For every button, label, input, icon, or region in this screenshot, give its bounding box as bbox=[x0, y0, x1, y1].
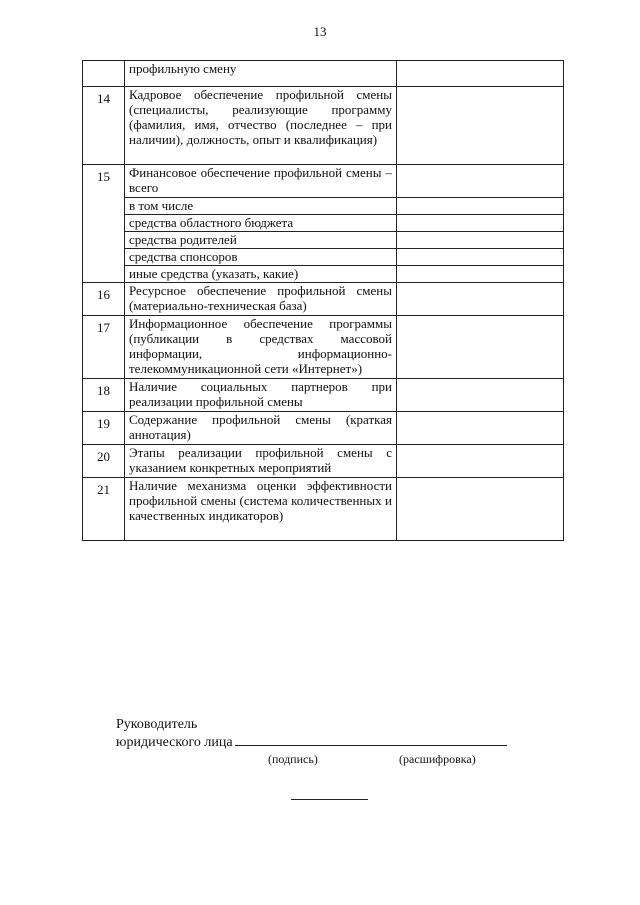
application-form-table bbox=[82, 60, 564, 541]
row-value-cell bbox=[397, 198, 564, 215]
row-value-cell bbox=[397, 445, 564, 478]
row-description: профильную смену bbox=[125, 61, 397, 87]
signature-blank-line[interactable] bbox=[235, 733, 507, 746]
table-row bbox=[83, 445, 564, 478]
table-row bbox=[83, 249, 564, 266]
signature-caption: (подпись) bbox=[268, 752, 318, 766]
table-row bbox=[83, 215, 564, 232]
table-row bbox=[83, 61, 564, 87]
row-number bbox=[83, 266, 125, 283]
row-value-cell bbox=[397, 266, 564, 283]
row-number bbox=[83, 232, 125, 249]
table-row bbox=[83, 165, 564, 198]
row-description: средства областного бюджета bbox=[125, 215, 397, 232]
row-number: 19 bbox=[83, 412, 125, 445]
row-description: Этапы реализации профильной смены с указанием конкретных мероприятий bbox=[125, 445, 397, 478]
row-description: Кадровое обеспечение профильной смены (специалисты, реализующие программу (фамилия, имя, отчество (последнее – при наличии), должность, опыт и квалификация) bbox=[125, 87, 397, 165]
row-value-cell bbox=[397, 165, 564, 198]
table-row bbox=[83, 283, 564, 316]
table-row bbox=[83, 379, 564, 412]
row-number bbox=[83, 249, 125, 266]
table-row bbox=[83, 232, 564, 249]
name-decoding-caption: (расшифровка) bbox=[399, 752, 476, 766]
row-number bbox=[83, 61, 125, 87]
row-value-cell bbox=[397, 316, 564, 379]
row-description: Финансовое обеспечение профильной смены – всего bbox=[125, 165, 397, 198]
row-description: Наличие механизма оценки эффективности профильной смены (система количественных и качественных индикаторов) bbox=[125, 478, 397, 541]
table-row bbox=[83, 198, 564, 215]
row-description: средства спонсоров bbox=[125, 249, 397, 266]
row-number bbox=[83, 215, 125, 232]
row-number: 18 bbox=[83, 379, 125, 412]
row-value-cell bbox=[397, 249, 564, 266]
signature-title-line1: Руководитель bbox=[116, 717, 198, 732]
row-description: Информационное обеспечение программы (публикации в средствах массовой информации, информационно-телекоммуникационной сети «Интернет») bbox=[125, 316, 397, 379]
row-number: 21 bbox=[83, 478, 125, 541]
row-description: Ресурсное обеспечение профильной смены (материально-техническая база) bbox=[125, 283, 397, 316]
row-number: 16 bbox=[83, 283, 125, 316]
row-number: 15 bbox=[83, 165, 125, 198]
row-description: Содержание профильной смены (краткая аннотация) bbox=[125, 412, 397, 445]
row-number: 17 bbox=[83, 316, 125, 379]
row-description: Наличие социальных партнеров при реализации профильной смены bbox=[125, 379, 397, 412]
row-value-cell bbox=[397, 215, 564, 232]
signature-line-row bbox=[116, 733, 507, 751]
table-row bbox=[83, 266, 564, 283]
signature-title-line2: юридического лица bbox=[116, 735, 233, 750]
row-value-cell bbox=[397, 412, 564, 445]
signature-block bbox=[116, 716, 507, 751]
bottom-divider bbox=[291, 799, 368, 800]
page-number: 13 bbox=[313, 24, 327, 39]
row-number: 20 bbox=[83, 445, 125, 478]
row-value-cell bbox=[397, 232, 564, 249]
table-row bbox=[83, 316, 564, 379]
row-value-cell bbox=[397, 379, 564, 412]
table-row bbox=[83, 87, 564, 165]
row-value-cell bbox=[397, 87, 564, 165]
row-number bbox=[83, 198, 125, 215]
table-row bbox=[83, 412, 564, 445]
row-value-cell bbox=[397, 61, 564, 87]
row-description: иные средства (указать, какие) bbox=[125, 266, 397, 283]
row-value-cell bbox=[397, 283, 564, 316]
row-value-cell bbox=[397, 478, 564, 541]
row-number: 14 bbox=[83, 87, 125, 165]
row-description: в том числе bbox=[125, 198, 397, 215]
table-row bbox=[83, 478, 564, 541]
row-description: средства родителей bbox=[125, 232, 397, 249]
